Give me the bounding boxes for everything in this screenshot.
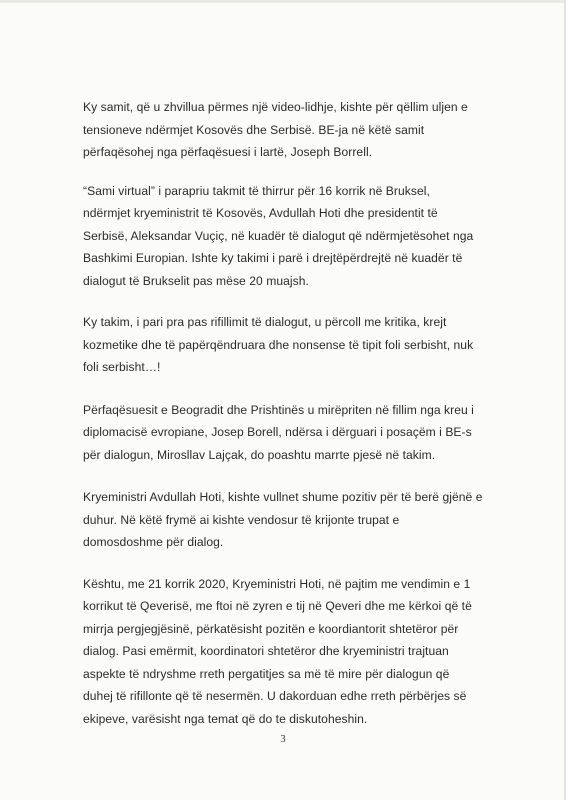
text-line: dialogut të Brukselit pas mëse 20 muajsh. <box>83 273 309 288</box>
text-line: për dialogun, Mirosllav Lajçak, do poashtu marrte pjesë në takim. <box>83 447 436 462</box>
page-number: 3 <box>280 734 286 745</box>
text-line: mirrja pergjegjësinë, përkatësisht pozitën e koordiantorit shtetëror për <box>83 621 459 636</box>
paragraph-2 <box>83 180 508 293</box>
paragraph-6 <box>83 573 508 731</box>
text-line: diplomacisë evropiane, Josep Borell, ndërsa i dërguari i posaçëm i BE-s <box>83 425 472 439</box>
text-line: tensioneve ndërmjet Kosovës dhe Serbisë. BE-ja në këtë samit <box>83 122 425 137</box>
text-line: kozmetike dhe të papërqëndruara dhe nonsense të tipit foli serbisht, nuk <box>83 337 474 352</box>
text-line: aspekte të ndryshme rreth pergatitjes sa më të mire për dialogun që <box>83 666 450 681</box>
paragraph-3 <box>83 311 508 379</box>
text-line: “Sami virtual” i parapriu takmit të thirrur për 16 korrik në Bruksel, <box>83 183 430 198</box>
paragraph-5 <box>83 486 508 554</box>
text-line: korrikut të Qeverisë, me ftoi në zyren e tij në Qeveri dhe me kërkoi që të <box>83 599 472 613</box>
text-line: duhej të rifillonte që të nesermën. U dakorduan edhe rreth përbërjes së <box>83 689 467 703</box>
paragraph-1 <box>83 96 508 164</box>
body-text <box>83 96 508 749</box>
text-line: përfaqësohej nga përfaqësuesi i lartë, Joseph Borrell. <box>83 145 373 159</box>
text-line: Ky samit, që u zhvillua përmes një video-lidhje, kishte për qëllim uljen e <box>83 100 468 114</box>
text-line: ndërmjet kryeministrit të Kosovës, Avdullah Hoti dhe presidentit të <box>83 206 438 220</box>
text-line: Bashkimi Europian. Ishte ky takimi i parë i drejtëpërdrejtë në kuadër të <box>83 251 463 265</box>
page-top-edge <box>0 0 566 3</box>
text-line: ekipeve, varësisht nga temat që do te diskutoheshin. <box>83 711 368 726</box>
paragraph-4 <box>83 399 508 467</box>
text-line: Ky takim, i pari pra pas rifillimit të dialogut, u përcoll me kritika, krejt <box>83 315 447 329</box>
text-line: Kryeministri Avdullah Hoti, kishte vullnet shume pozitiv për të berë gjënë e <box>83 490 483 504</box>
text-line: duhur. Në këtë frymë ai kishte vendosur të krijonte trupat e <box>83 512 400 527</box>
text-line: foli serbisht…! <box>83 360 161 374</box>
text-line: Serbisë, Aleksandar Vuçiç, në kuadër të dialogut që ndërmjetësohet nga <box>83 228 474 243</box>
text-line: Përfaqësuesit e Beogradit dhe Prishtinës u mirëpriten në fillim nga kreu i <box>83 402 474 417</box>
text-line: Kështu, me 21 korrik 2020, Kryeministri Hoti, në pajtim me vendimin e 1 <box>83 576 471 591</box>
text-line: dialog. Pasi emërmit, koordinatori shtetëror dhe kryeministri trajtuan <box>83 644 449 658</box>
text-line: domosdoshme për dialog. <box>83 535 224 549</box>
